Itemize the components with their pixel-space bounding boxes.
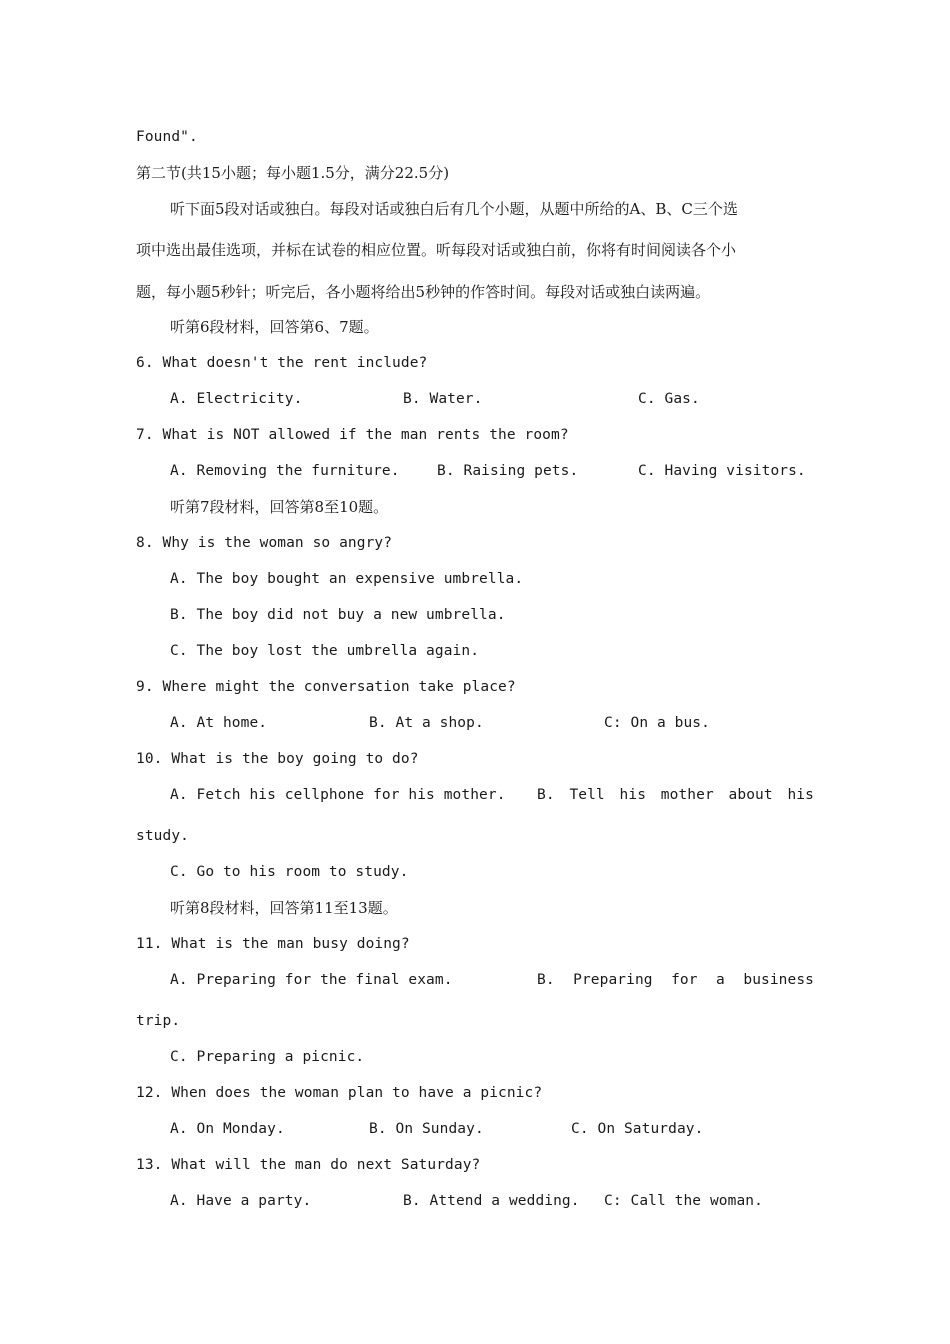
instruction-line: 题，每小题5秒针；听完后，各小题将给出5秒钟的作答时间。每段对话或独白读两遍。 (136, 283, 711, 301)
question-6-stem: 6. What doesn't the rent include? (136, 355, 428, 371)
material-6-heading: 听第6段材料，回答第6、7题。 (170, 318, 379, 336)
question-7-option-c: C. Having visitors. (638, 463, 806, 479)
word: mother (660, 787, 714, 803)
word: his (787, 787, 814, 803)
question-11-stem: 11. What is the man busy doing? (136, 936, 410, 952)
instruction-line: 听下面5段对话或独白。每段对话或独白后有几个小题，从题中所给的A、B、C三个选 (170, 200, 738, 218)
material-7-heading: 听第7段材料，回答第8至10题。 (170, 498, 389, 516)
question-9-stem: 9. Where might the conversation take place? (136, 679, 516, 695)
word: Preparing (573, 972, 653, 988)
question-6-option-b: B. Water. (403, 391, 483, 407)
question-12-stem: 12. When does the woman plan to have a picnic? (136, 1085, 543, 1101)
question-11-option-a: A. Preparing for the final exam. (170, 972, 453, 988)
question-6-option-a: A. Electricity. (170, 391, 303, 407)
word: his (619, 787, 647, 803)
instruction-line: 项中选出最佳选项，并标在试卷的相应位置。听每段对话或独白前，你将有时间阅读各个小 (136, 241, 737, 259)
question-10-option-a: A. Fetch his cellphone for his mother. (170, 787, 506, 803)
question-6-option-c: C. Gas. (638, 391, 700, 407)
word: about (728, 787, 773, 803)
question-8-option-c: C. The boy lost the umbrella again. (170, 643, 480, 659)
question-9-option-c: C: On a bus. (604, 715, 710, 731)
question-10-stem: 10. What is the boy going to do? (136, 751, 419, 767)
question-8-option-b: B. The boy did not buy a new umbrella. (170, 607, 506, 623)
question-8-stem: 8. Why is the woman so angry? (136, 535, 393, 551)
question-12-option-b: B. On Sunday. (369, 1121, 484, 1137)
word: B. (537, 972, 555, 988)
material-8-heading: 听第8段材料，回答第11至13题。 (170, 899, 398, 917)
question-10-option-c: C. Go to his room to study. (170, 864, 409, 880)
question-13-stem: 13. What will the man do next Saturday? (136, 1157, 481, 1173)
section-heading: 第二节(共15小题；每小题1.5分，满分22.5分) (136, 164, 450, 182)
question-11-option-c: C. Preparing a picnic. (170, 1049, 365, 1065)
question-7-option-b: B. Raising pets. (437, 463, 579, 479)
word: Tell (569, 787, 605, 803)
question-7-option-a: A. Removing the furniture. (170, 463, 400, 479)
question-8-option-a: A. The boy bought an expensive umbrella. (170, 571, 524, 587)
question-10-option-b-continued: study. (136, 828, 189, 844)
question-13-option-a: A. Have a party. (170, 1193, 312, 1209)
word: B. (537, 787, 555, 803)
question-7-stem: 7. What is NOT allowed if the man rents the room? (136, 427, 569, 443)
question-12-option-c: C. On Saturday. (571, 1121, 704, 1137)
word: for (671, 972, 698, 988)
question-12-option-a: A. On Monday. (170, 1121, 285, 1137)
question-13-option-c: C: Call the woman. (604, 1193, 763, 1209)
continuation-text: Found". (136, 129, 198, 145)
question-11-option-b-continued: trip. (136, 1013, 181, 1029)
question-11-option-b (537, 970, 814, 990)
word: a (716, 972, 725, 988)
question-9-option-b: B. At a shop. (369, 715, 484, 731)
word: business (743, 972, 814, 988)
question-13-option-b: B. Attend a wedding. (403, 1193, 580, 1209)
question-10-option-b (537, 785, 814, 805)
question-9-option-a: A. At home. (170, 715, 268, 731)
